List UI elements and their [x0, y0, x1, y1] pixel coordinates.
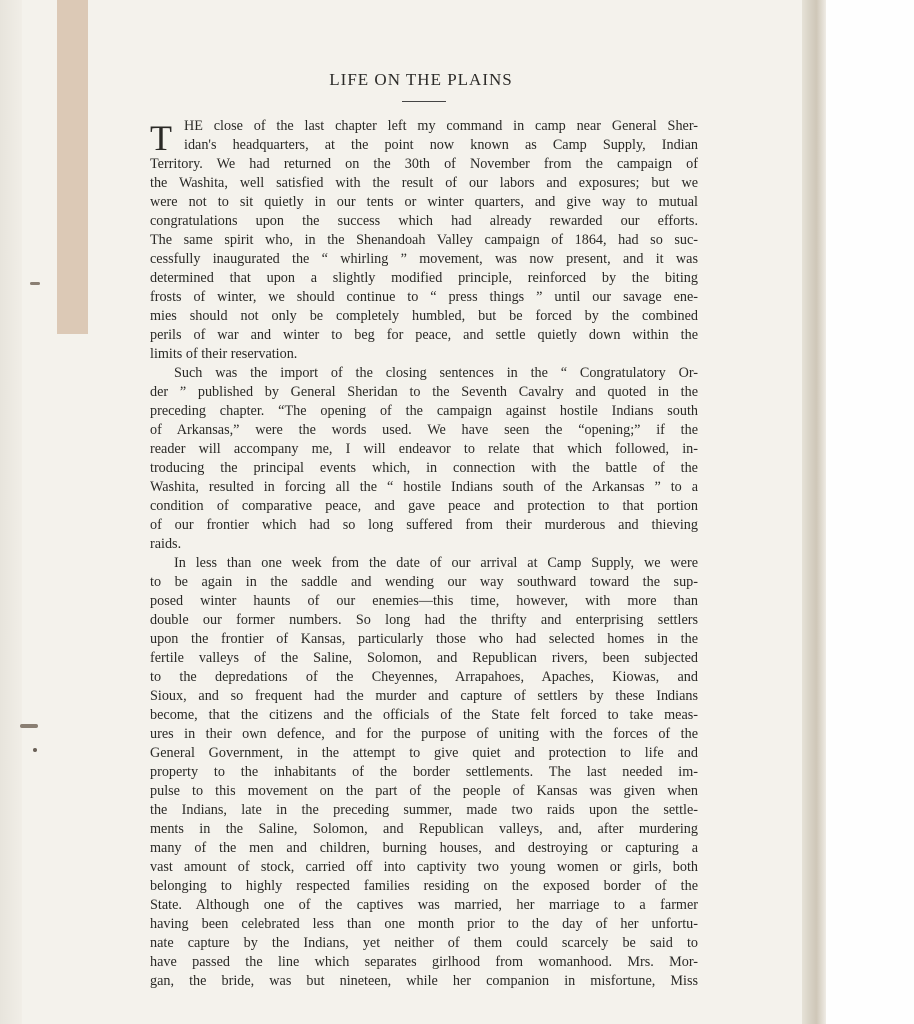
text-line: property to the inhabitants of the border settlements. The last needed im- — [150, 764, 698, 780]
text-line: Territory. We had returned on the 30th of November from the campaign of — [150, 156, 698, 172]
text-line: determined that upon a slightly modified principle, reinforced by the biting — [150, 270, 698, 286]
text-line: having been celebrated less than one month prior to the day of her unfortu- — [150, 916, 698, 932]
text-line: the Indians, late in the preceding summer, made two raids upon the settle- — [150, 802, 698, 818]
text-line: preceding chapter. “The opening of the campaign against hostile Indians south — [150, 403, 698, 419]
text-line: frosts of winter, we should continue to “ press things ” until our savage ene- — [150, 289, 698, 305]
page-blemish — [30, 282, 40, 285]
text-line: upon the frontier of Kansas, particularly those who had selected homes in the — [150, 631, 698, 647]
text-line: cessfully inaugurated the “ whirling ” movement, was now present, and it was — [150, 251, 698, 267]
text-line: nate capture by the Indians, yet neither of them could scarcely be said to — [150, 935, 698, 951]
text-line: reader will accompany me, I will endeavor to relate that which followed, in- — [150, 441, 698, 457]
text-line: raids. — [150, 536, 182, 552]
text-line: belonging to highly respected families residing on the exposed border of the — [150, 878, 698, 894]
text-line: The same spirit who, in the Shenandoah Valley campaign of 1864, had so suc- — [150, 232, 698, 248]
text-line: mies should not only be completely humbled, but be forced by the combined — [150, 308, 698, 324]
drop-cap: T — [150, 118, 172, 158]
gutter-shadow — [0, 0, 22, 1024]
text-line: the Washita, well satisfied with the result of our labors and exposures; but we — [150, 175, 698, 191]
text-line: ments in the Saline, Solomon, and Republican valleys, and, after murdering — [150, 821, 698, 837]
text-line: Washita, resulted in forcing all the “ hostile Indians south of the Arkansas ” to a — [150, 479, 698, 495]
text-line: Such was the import of the closing sentences in the “ Congratulatory Or- — [174, 365, 698, 381]
text-line: to the depredations of the Cheyennes, Arrapahoes, Apaches, Kiowas, and — [150, 669, 698, 685]
text-line: of our frontier which had so long suffered from their murderous and thieving — [150, 517, 698, 533]
text-line: pulse to this movement on the part of the people of Kansas was given when — [150, 783, 698, 799]
text-line: fertile valleys of the Saline, Solomon, and Republican rivers, been subjected — [150, 650, 698, 666]
text-line: General Government, in the attempt to give quiet and protection to life and — [150, 745, 698, 761]
text-line: become, that the citizens and the officials of the State felt forced to take meas- — [150, 707, 698, 723]
text-line: gan, the bride, was but nineteen, while her companion in misfortune, Miss — [150, 973, 698, 989]
text-line: idan's headquarters, at the point now known as Camp Supply, Indian — [184, 137, 698, 153]
page-edge — [802, 0, 826, 1024]
text-line: Sioux, and so frequent had the murder and capture of settlers by these Indians — [150, 688, 698, 704]
text-line: congratulations upon the success which had already rewarded our efforts. — [150, 213, 698, 229]
text-line: limits of their reservation. — [150, 346, 298, 362]
text-line: to be again in the saddle and wending our way southward toward the sup- — [150, 574, 698, 590]
text-line: double our former numbers. So long had the thrifty and enterprising settlers — [150, 612, 698, 628]
text-line: of Arkansas,” were the words used. We have seen the “opening;” if the — [150, 422, 698, 438]
body-text — [150, 117, 698, 991]
text-line: condition of comparative peace, and gave peace and protection to that portion — [150, 498, 698, 514]
page-title: LIFE ON THE PLAINS — [329, 70, 513, 89]
text-line: ures in their own defence, and for the purpose of uniting with the forces of the — [150, 726, 698, 742]
background-margin — [826, 0, 914, 1024]
text-line: State. Although one of the captives was married, her marriage to a farmer — [150, 897, 698, 913]
title-rule — [402, 101, 446, 102]
text-line: have passed the line which separates girlhood from womanhood. Mrs. Mor- — [150, 954, 698, 970]
text-line: many of the men and children, burning houses, and destroying or capturing a — [150, 840, 698, 856]
bookmark-strip — [57, 0, 88, 334]
text-line: HE close of the last chapter left my command in camp near General Sher- — [184, 118, 698, 134]
text-line: were not to sit quietly in our tents or winter quarters, and give way to mutual — [150, 194, 698, 210]
page-blemish — [20, 724, 38, 728]
text-line: posed winter haunts of our enemies—this time, however, with more than — [150, 593, 698, 609]
text-line: troducing the principal events which, in connection with the battle of the — [150, 460, 698, 476]
text-line: perils of war and winter to beg for peace, and settle quietly down within the — [150, 327, 698, 343]
text-line: der ” published by General Sheridan to the Seventh Cavalry and quoted in the — [150, 384, 698, 400]
text-line: vast amount of stock, carried off into captivity two young women or girls, both — [150, 859, 698, 875]
text-line: In less than one week from the date of our arrival at Camp Supply, we were — [174, 555, 698, 571]
page-blemish — [33, 748, 37, 752]
